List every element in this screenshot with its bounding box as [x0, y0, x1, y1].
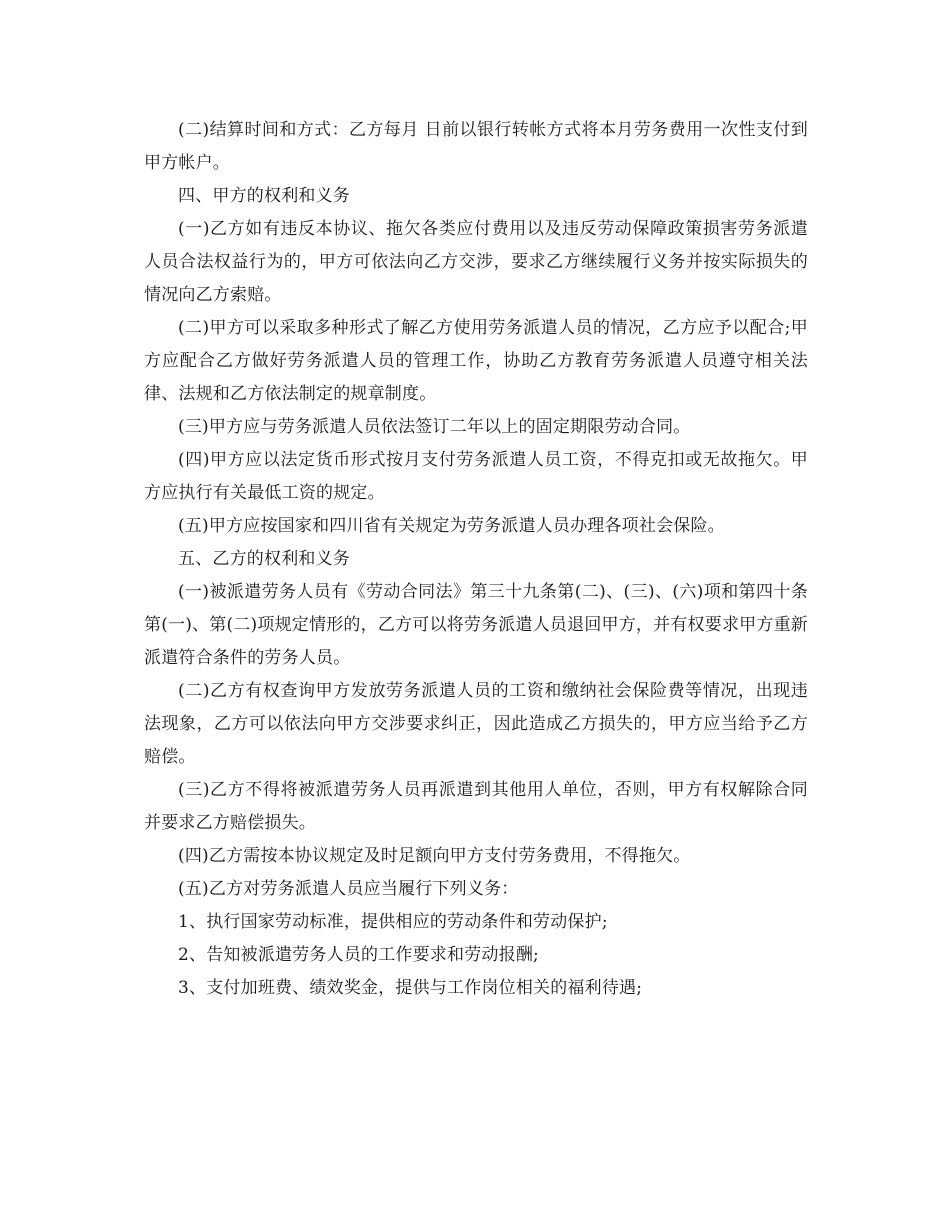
- paragraph-party-b-clause-4: (四)乙方需按本协议规定及时足额向甲方支付劳务费用，不得拖欠。: [178, 846, 691, 866]
- paragraph-party-a-clause-3: (三)甲方应与劳务派遣人员依法签订二年以上的固定期限劳动合同。: [178, 417, 691, 437]
- heading-party-b-rights: 五、乙方的权利和义务: [178, 549, 350, 569]
- paragraph-party-b-clause-5: (五)乙方对劳务派遣人员应当履行下列义务：: [178, 879, 519, 899]
- paragraph-party-a-clause-4: (四)甲方应以法定货币形式按月支付劳务派遣人员工资，不得克扣或无故拖欠。甲方应执行有关最低工资的规定。: [144, 450, 808, 503]
- paragraph-party-b-clause-2: (二)乙方有权查询甲方发放劳务派遣人员的工资和缴纳社会保险费等情况，出现违法现象，乙方可以依法向甲方交涉要求纠正，因此造成乙方损失的，甲方应当给予乙方赔偿。: [144, 681, 808, 767]
- heading-party-a-rights: 四、甲方的权利和义务: [178, 186, 350, 206]
- list-item-obligation-3: 3、支付加班费、绩效奖金，提供与工作岗位相关的福利待遇;: [178, 978, 643, 998]
- paragraph-party-a-clause-2: (二)甲方可以采取多种形式了解乙方使用劳务派遣人员的情况，乙方应予以配合;甲方应配合乙方做好劳务派遣人员的管理工作，协助乙方教育劳务派遣人员遵守相关法律、法规和乙方依法制定的规章制度。: [144, 318, 808, 404]
- document-body: [144, 114, 808, 1005]
- paragraph-party-b-clause-3: (三)乙方不得将被派遣劳务人员再派遣到其他用人单位，否则，甲方有权解除合同并要求乙方赔偿损失。: [144, 780, 808, 833]
- paragraph-party-b-clause-1: (一)被派遣劳务人员有《劳动合同法》第三十九条第(二)、(三)、(六)项和第四十条第(一)、第(二)项规定情形的，乙方可以将劳务派遣人员退回甲方，并有权要求甲方重新派遣符合条件的劳务人员。: [144, 582, 808, 668]
- list-item-obligation-1: 1、执行国家劳动标准，提供相应的劳动条件和劳动保护;: [178, 912, 608, 932]
- paragraph-party-a-clause-5: (五)甲方应按国家和四川省有关规定为劳务派遣人员办理各项社会保险。: [178, 516, 725, 536]
- list-item-obligation-2: 2、告知被派遣劳务人员的工作要求和劳动报酬;: [178, 945, 539, 965]
- paragraph-settlement-terms: (二)结算时间和方式：乙方每月 日前以银行转帐方式将本月劳务费用一次性支付到甲方帐户。: [144, 120, 808, 173]
- paragraph-party-a-clause-1: (一)乙方如有违反本协议、拖欠各类应付费用以及违反劳动保障政策损害劳务派遣人员合法权益行为的，甲方可依法向乙方交涉，要求乙方继续履行义务并按实际损失的情况向乙方索赔。: [144, 219, 808, 305]
